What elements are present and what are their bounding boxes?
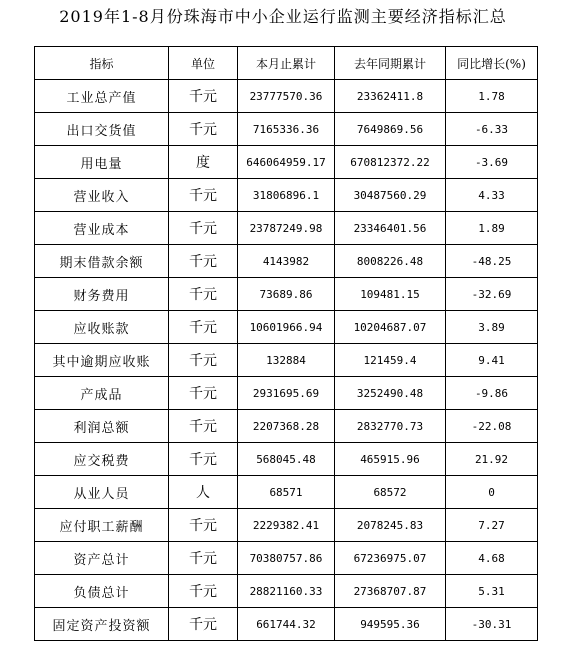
growth-cell: -9.86 <box>446 377 538 410</box>
unit-cell: 千元 <box>169 80 238 113</box>
growth-cell: 1.89 <box>446 212 538 245</box>
unit-cell: 千元 <box>169 212 238 245</box>
previous-value-cell: 27368707.87 <box>335 575 446 608</box>
previous-value-cell: 670812372.22 <box>335 146 446 179</box>
table-row <box>35 410 538 443</box>
growth-cell: -3.69 <box>446 146 538 179</box>
indicator-cell: 应付职工薪酬 <box>35 509 169 542</box>
unit-cell: 千元 <box>169 509 238 542</box>
table-row <box>35 509 538 542</box>
previous-value-cell: 23362411.8 <box>335 80 446 113</box>
current-value-cell: 646064959.17 <box>238 146 335 179</box>
unit-cell: 千元 <box>169 575 238 608</box>
indicator-cell: 其中逾期应收账 <box>35 344 169 377</box>
header-indicator: 指标 <box>35 47 169 80</box>
indicator-cell: 期末借款余额 <box>35 245 169 278</box>
indicator-cell: 工业总产值 <box>35 80 169 113</box>
current-value-cell: 28821160.33 <box>238 575 335 608</box>
previous-value-cell: 68572 <box>335 476 446 509</box>
unit-cell: 千元 <box>169 245 238 278</box>
current-value-cell: 2207368.28 <box>238 410 335 443</box>
current-value-cell: 23777570.36 <box>238 80 335 113</box>
previous-value-cell: 2832770.73 <box>335 410 446 443</box>
table-row <box>35 443 538 476</box>
indicator-cell: 营业收入 <box>35 179 169 212</box>
current-value-cell: 23787249.98 <box>238 212 335 245</box>
indicator-table <box>34 46 538 641</box>
current-value-cell: 70380757.86 <box>238 542 335 575</box>
unit-cell: 人 <box>169 476 238 509</box>
growth-cell: -30.31 <box>446 608 538 641</box>
indicator-cell: 资产总计 <box>35 542 169 575</box>
current-value-cell: 2229382.41 <box>238 509 335 542</box>
table-row <box>35 542 538 575</box>
table-header-row <box>35 47 538 80</box>
indicator-cell: 应交税费 <box>35 443 169 476</box>
header-previous-cumulative: 去年同期累计 <box>335 47 446 80</box>
table-row <box>35 377 538 410</box>
previous-value-cell: 109481.15 <box>335 278 446 311</box>
current-value-cell: 568045.48 <box>238 443 335 476</box>
growth-cell: -48.25 <box>446 245 538 278</box>
previous-value-cell: 3252490.48 <box>335 377 446 410</box>
indicator-cell: 从业人员 <box>35 476 169 509</box>
table-row <box>35 476 538 509</box>
table-row <box>35 179 538 212</box>
unit-cell: 千元 <box>169 542 238 575</box>
growth-cell: 9.41 <box>446 344 538 377</box>
previous-value-cell: 23346401.56 <box>335 212 446 245</box>
table-row <box>35 245 538 278</box>
table-row <box>35 146 538 179</box>
growth-cell: 3.89 <box>446 311 538 344</box>
current-value-cell: 10601966.94 <box>238 311 335 344</box>
header-current-cumulative: 本月止累计 <box>238 47 335 80</box>
current-value-cell: 2931695.69 <box>238 377 335 410</box>
current-value-cell: 31806896.1 <box>238 179 335 212</box>
table-row <box>35 278 538 311</box>
previous-value-cell: 30487560.29 <box>335 179 446 212</box>
unit-cell: 千元 <box>169 344 238 377</box>
table-row <box>35 80 538 113</box>
current-value-cell: 661744.32 <box>238 608 335 641</box>
previous-value-cell: 10204687.07 <box>335 311 446 344</box>
table-body <box>35 80 538 641</box>
table-row <box>35 344 538 377</box>
previous-value-cell: 465915.96 <box>335 443 446 476</box>
growth-cell: -22.08 <box>446 410 538 443</box>
table-row <box>35 212 538 245</box>
unit-cell: 千元 <box>169 311 238 344</box>
current-value-cell: 132884 <box>238 344 335 377</box>
header-yoy-growth: 同比增长(%) <box>446 47 538 80</box>
previous-value-cell: 7649869.56 <box>335 113 446 146</box>
previous-value-cell: 67236975.07 <box>335 542 446 575</box>
unit-cell: 千元 <box>169 443 238 476</box>
growth-cell: -32.69 <box>446 278 538 311</box>
growth-cell: 21.92 <box>446 443 538 476</box>
table-row <box>35 575 538 608</box>
table-row <box>35 113 538 146</box>
indicator-cell: 营业成本 <box>35 212 169 245</box>
indicator-cell: 出口交货值 <box>35 113 169 146</box>
unit-cell: 千元 <box>169 410 238 443</box>
previous-value-cell: 121459.4 <box>335 344 446 377</box>
indicator-cell: 用电量 <box>35 146 169 179</box>
current-value-cell: 7165336.36 <box>238 113 335 146</box>
previous-value-cell: 949595.36 <box>335 608 446 641</box>
header-unit: 单位 <box>169 47 238 80</box>
indicator-cell: 应收账款 <box>35 311 169 344</box>
table-row <box>35 608 538 641</box>
page-title: 2019年1-8月份珠海市中小企业运行监测主要经济指标汇总 <box>59 7 507 26</box>
growth-cell: 1.78 <box>446 80 538 113</box>
indicator-cell: 负债总计 <box>35 575 169 608</box>
previous-value-cell: 2078245.83 <box>335 509 446 542</box>
current-value-cell: 73689.86 <box>238 278 335 311</box>
unit-cell: 千元 <box>169 278 238 311</box>
current-value-cell: 4143982 <box>238 245 335 278</box>
growth-cell: 7.27 <box>446 509 538 542</box>
previous-value-cell: 8008226.48 <box>335 245 446 278</box>
current-value-cell: 68571 <box>238 476 335 509</box>
indicator-cell: 利润总额 <box>35 410 169 443</box>
growth-cell: 5.31 <box>446 575 538 608</box>
unit-cell: 千元 <box>169 113 238 146</box>
unit-cell: 千元 <box>169 608 238 641</box>
unit-cell: 千元 <box>169 377 238 410</box>
growth-cell: 0 <box>446 476 538 509</box>
unit-cell: 千元 <box>169 179 238 212</box>
growth-cell: -6.33 <box>446 113 538 146</box>
indicator-cell: 固定资产投资额 <box>35 608 169 641</box>
growth-cell: 4.33 <box>446 179 538 212</box>
growth-cell: 4.68 <box>446 542 538 575</box>
table-row <box>35 311 538 344</box>
indicator-cell: 产成品 <box>35 377 169 410</box>
indicator-cell: 财务费用 <box>35 278 169 311</box>
unit-cell: 度 <box>169 146 238 179</box>
